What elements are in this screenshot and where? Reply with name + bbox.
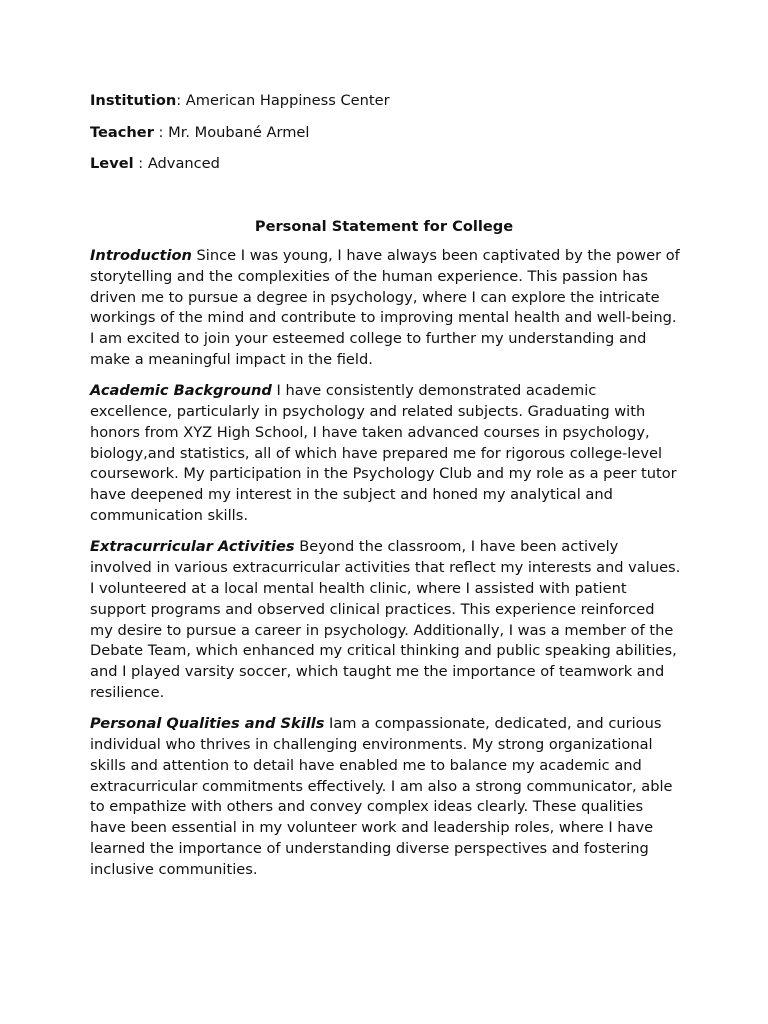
teacher-value: : Mr. Moubané Armel [153,123,310,141]
institution-label: Institution [90,92,177,109]
level-value: : Advanced [133,155,220,172]
section-heading: Extracurricular Activities [90,538,295,556]
section-introduction [90,246,682,371]
section-body: Since I was young, I have always been captivated by the power of storytelling and the complexities of the human experience. This passion has driven me to pursue a degree in psychology, where I can explore the intricate workings of the mind and contribute to improving mental health and well-being. I am excited to join your esteemed college to further my understanding and make a meaningful impact in the field. [90,247,680,368]
section-academic-background [90,381,682,527]
teacher-line [90,122,678,143]
level-label: Level [90,155,134,172]
teacher-label: Teacher [90,123,154,141]
level-line [90,153,678,174]
section-body: Beyond the classroom, I have been actively involved in various extracurricular activities that reflect my interests and values. I volunteered at a local mental health clinic, where I assisted with patient support programs and observed clinical practices. This experience reinforced my desire to pursue a career in psychology. Additionally, I was a member of the Debate Team, which enhanced my critical thinking and public speaking abilities, and I played varsity soccer, which taught me the importance of teamwork and resilience. [90,538,681,701]
institution-line [90,90,678,111]
section-heading: Personal Qualities and Skills [90,715,325,733]
section-heading: Introduction [90,247,192,264]
section-body: Iam a compassionate, dedicated, and curious individual who thrives in challenging environments. My strong organizational skills and attention to detail have enabled me to balance my academic and extracurricular commitments effectively. I am also a strong communicator, able to empathize with others and convey complex ideas clearly. These qualities have been essential in my volunteer work and leadership roles, where I have learned the importance of understanding diverse perspectives and fostering inclusive communities. [90,715,673,878]
document-title: Personal Statement for College [254,218,514,235]
section-personal-qualities [90,714,682,880]
section-extracurricular-activities [90,537,682,703]
section-body: I have consistently demonstrated academic excellence, particularly in psychology and related subjects. Graduating with honors from XYZ High School, I have taken advanced courses in psychology, biology,and statistics, all of which have prepared me for rigorous college-level coursework. My participation in the Psychology Club and my role as a peer tutor have deepened my interest in the subject and honed my analytical and communication skills. [90,382,677,525]
institution-value: : American Happiness Center [176,92,390,109]
section-heading: Academic Background [90,382,272,400]
